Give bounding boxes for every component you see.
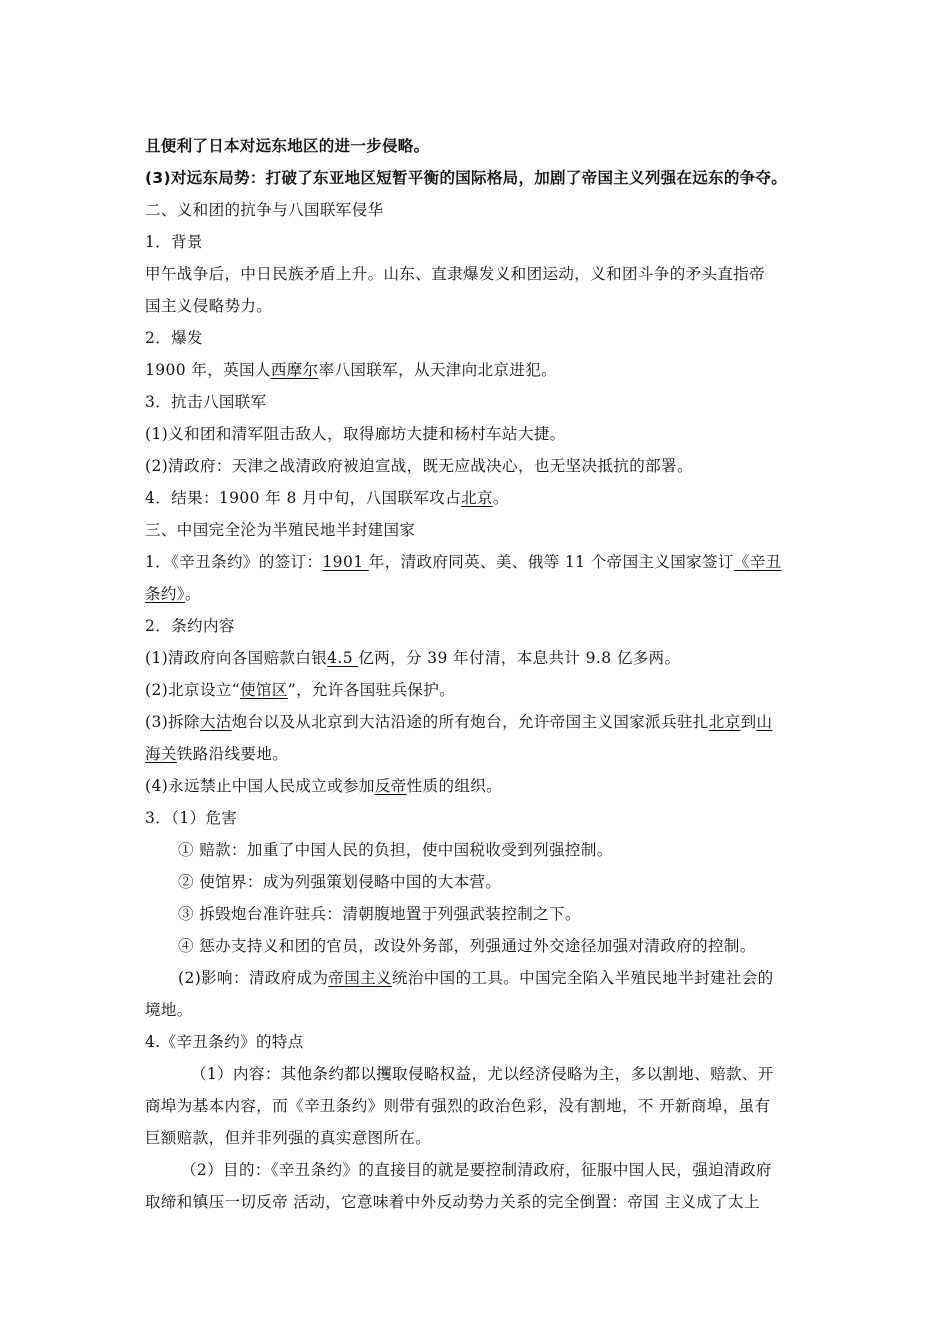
text-line: 1．《辛丑条约》的签订：1901 年，清政府同英、美、俄等 11 个帝国主义国家签订《辛丑 bbox=[145, 553, 782, 571]
text-line: （1）内容：其他条约都以攫取侵略权益，尤以经济侵略为主，多以割地、赔款、开 bbox=[191, 1065, 774, 1083]
text-line: 4．结果：1900 年 8 月中旬，八国联军攻占北京。 bbox=[145, 489, 509, 507]
section-heading: 三、中国完全沦为半殖民地半封建国家 bbox=[145, 521, 416, 539]
text-line: (1)清政府向各国赔款白银4.5 亿两，分 39 年付清，本息共计 9.8 亿多两。 bbox=[145, 649, 681, 667]
text-line: (2)北京设立“使馆区”，允许各国驻兵保护。 bbox=[145, 681, 456, 699]
text-line: (2)影响：清政府成为帝国主义统治中国的工具。中国完全陷入半殖民地半封建社会的 bbox=[178, 969, 774, 987]
list-item: ① 赔款：加重了中国人民的负担，使中国税收受到列强控制。 bbox=[178, 841, 613, 859]
underlined-term: 1901 bbox=[322, 553, 369, 571]
list-item: ④ 惩办支持义和团的官员，改设外务部，列强通过外交途径加强对清政府的控制。 bbox=[178, 937, 756, 955]
text-line: (3)拆除大沽炮台以及从北京到大沽沿途的所有炮台，允许帝国主义国家派兵驻扎北京到山 bbox=[145, 713, 773, 731]
text-line: 条约》。 bbox=[145, 585, 201, 603]
text-line: 且便利了日本对远东地区的进一步侵略。 bbox=[145, 137, 430, 155]
text-line: 甲午战争后，中日民族矛盾上升。山东、直隶爆发义和团运动，义和团斗争的矛头直指帝 bbox=[145, 265, 766, 283]
text-line: (3)对远东局势：打破了东亚地区短暂平衡的国际格局，加剧了帝国主义列强在远东的争夺。 bbox=[145, 169, 788, 187]
text-line: 国主义侵略势力。 bbox=[145, 297, 273, 315]
text-line: 取缔和镇压一切反帝 活动，它意味着中外反动势力关系的完全倒置：帝国 主义成了太上 bbox=[145, 1193, 760, 1211]
text-line: 巨额赔款，但并非列强的真实意图所在。 bbox=[145, 1129, 432, 1147]
text-line: (4)永远禁止中国人民成立或参加反帝性质的组织。 bbox=[145, 777, 503, 795]
subheading: 3．（1）危害 bbox=[145, 809, 238, 827]
text-line: 1900 年，英国人西摩尔率八国联军，从天津向北京进犯。 bbox=[145, 361, 558, 379]
text-line: (1)义和团和清军阻击敌人，取得廊坊大捷和杨村车站大捷。 bbox=[145, 425, 566, 443]
text-line: 海关铁路沿线要地。 bbox=[145, 745, 289, 763]
underlined-term: 西摩尔 bbox=[270, 361, 319, 379]
subheading: 1．背景 bbox=[145, 233, 203, 251]
underlined-term: 海关 bbox=[145, 745, 177, 763]
underlined-term: 反帝 bbox=[374, 777, 407, 795]
underlined-term: 《辛丑 bbox=[733, 553, 782, 571]
text-line: （2）目的：《辛丑条约》的直接目的就是要控制清政府，征服中国人民，强迫清政府 bbox=[181, 1161, 772, 1179]
underlined-term: 北京 bbox=[708, 713, 741, 731]
subheading: 3．抗击八国联军 bbox=[145, 393, 267, 411]
subheading: 2．条约内容 bbox=[145, 617, 235, 635]
underlined-term: 山 bbox=[756, 713, 773, 731]
text-line: 商埠为基本内容，而《辛丑条约》则带有强烈的政治色彩，没有割地，不 开新商埠，虽有 bbox=[145, 1097, 771, 1115]
list-item: ② 使馆界：成为列强策划侵略中国的大本营。 bbox=[178, 873, 502, 891]
list-item: ③ 拆毁炮台准许驻兵：清朝腹地置于列强武装控制之下。 bbox=[178, 905, 581, 923]
underlined-term: 帝国主义 bbox=[328, 969, 392, 987]
text-line: 境地。 bbox=[145, 1001, 193, 1019]
underlined-term: 使馆区 bbox=[240, 681, 288, 699]
text-line: (2)清政府：天津之战清政府被迫宣战，既无应战决心，也无坚决抵抗的部署。 bbox=[145, 457, 693, 475]
underlined-term: 北京 bbox=[461, 489, 493, 507]
underlined-term: 大沽 bbox=[199, 713, 232, 731]
subheading: 4.《辛丑条约》的特点 bbox=[145, 1033, 304, 1051]
underlined-term: 条约》 bbox=[145, 585, 185, 603]
underlined-term: 4.5 bbox=[327, 649, 359, 667]
section-heading: 二、义和团的抗争与八国联军侵华 bbox=[145, 201, 384, 219]
subheading: 2．爆发 bbox=[145, 329, 203, 347]
